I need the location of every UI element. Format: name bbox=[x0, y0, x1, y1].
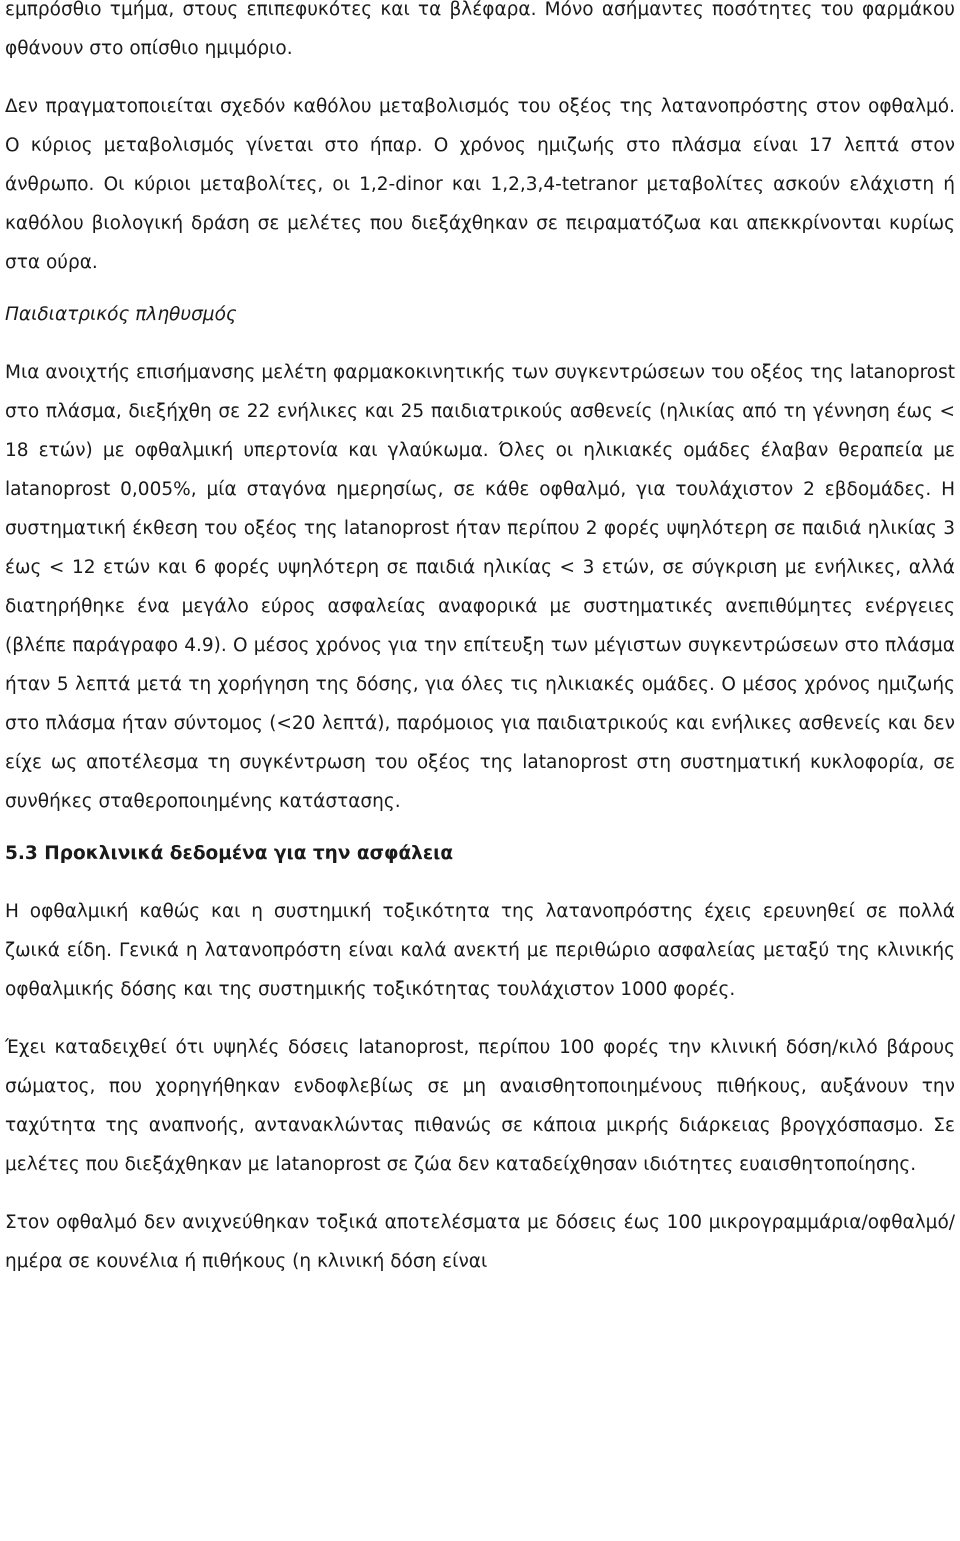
paragraph-pediatric-study: Μια ανοιχτής επισήμανσης μελέτη φαρμακοκινητικής των συγκεντρώσεων του οξέος της latanoprost στο πλάσμα, διεξήχθη σε 22 ενήλικες και 25 παιδιατρικούς ασθενείς (ηλικίας από τη γέννηση έως < 18 ετών) με οφθαλμική υπερτονία και γλαύκωμα. Όλες οι ηλικιακές ομάδες έλαβαν θεραπεία με latanoprost 0,005%, μία σταγόνα ημερησίως, σε κάθε οφθαλμό, για τουλάχιστον 2 εβδομάδες. Η συστηματική έκθεση του οξέος της latanoprost ήταν περίπου 2 φορές υψηλότερη σε παιδιά ηλικίας 3 έως < 12 ετών και 6 φορές υψηλότερη σε παιδιά ηλικίας < 3 ετών, σε σύγκριση με ενήλικες, αλλά διατηρήθηκε ένα μεγάλο εύρος ασφαλείας αναφορικά με συστηματικές ανεπιθύμητες ενέργειες (βλέπε παράγραφο 4.9). Ο μέσος χρόνος για την επίτευξη των μέγιστων συγκεντρώσεων στο πλάσμα ήταν 5 λεπτά μετά τη χορήγηση της δόσης, για όλες τις ηλικιακές ομάδες. Ο μέσος χρόνος ημιζωής στο πλάσμα ήταν σύντομος (<20 λεπτά), παρόμοιος για παιδιατρικούς και ενήλικες ασθενείς και δεν είχε ως αποτέλεσμα τη συγκέντρωση του οξέος της latanoprost στη συστηματική κυκλοφορία, σε συνθήκες σταθεροποιημένης κατάστασης. bbox=[5, 362, 955, 812]
paragraph-toxicity: Η οφθαλμική καθώς και η συστημική τοξικότητα της λατανοπρόστης έχεις ερευνηθεί σε πολλά ζωικά είδη. Γενικά η λατανοπρόστη είναι καλά ανεκτή με περιθώριο ασφαλείας μεταξύ της κλινικής οφθαλμικής δόσης και της συστημικής τοξικότητας τουλάχιστον 1000 φορές. bbox=[5, 901, 955, 1000]
pediatric-population-heading: Παιδιατρικός πληθυσμός bbox=[5, 304, 237, 325]
paragraph-ocular-toxicity: Στον οφθαλμό δεν ανιχνεύθηκαν τοξικά αποτελέσματα με δόσεις έως 100 μικρογραμμάρια/οφθαλμό/ημέρα σε κουνέλια ή πιθήκους (η κλινική δόση είναι bbox=[5, 1212, 955, 1272]
paragraph-metabolism: Δεν πραγματοποιείται σχεδόν καθόλου μεταβολισμός του οξέος της λατανοπρόστης στον οφθαλμό. Ο κύριος μεταβολισμός γίνεται στο ήπαρ. Ο χρόνος ημιζωής στο πλάσμα είναι 17 λεπτά στον άνθρωπο. Οι κύριοι μεταβολίτες, οι 1,2-dinor και 1,2,3,4-tetranor μεταβολίτες ασκούν ελάχιστη ή καθόλου βιολογική δράση σε μελέτες που διεξάχθηκαν σε πειραματόζωα και απεκκρίνονται κυρίως στα ούρα. bbox=[5, 96, 955, 273]
document-page bbox=[5, 0, 955, 1281]
paragraph-drug-distribution: εμπρόσθιο τμήμα, στους επιπεφυκότες και τα βλέφαρα. Μόνο ασήμαντες ποσότητες του φαρμάκου φθάνουν στο οπίσθιο ημιμόριο. bbox=[5, 0, 955, 59]
paragraph-high-doses: Έχει καταδειχθεί ότι υψηλές δόσεις latanoprost, περίπου 100 φορές την κλινική δόση/κιλό βάρους σώματος, που χορηγήθηκαν ενδοφλεβίως σε μη αναισθητοποιημένους πιθήκους, αυξάνουν την ταχύτητα της αναπνοής, αντανακλώντας πιθανώς σε κάποια μικρής διάρκειας βρογχόσπασμο. Σε μελέτες που διεξάχθηκαν με latanoprost σε ζώα δεν καταδείχθησαν ιδιότητες ευαισθητοποίησης. bbox=[5, 1037, 955, 1175]
section-heading-preclinical-safety: 5.3 Προκλινικά δεδομένα για την ασφάλεια bbox=[5, 843, 454, 864]
